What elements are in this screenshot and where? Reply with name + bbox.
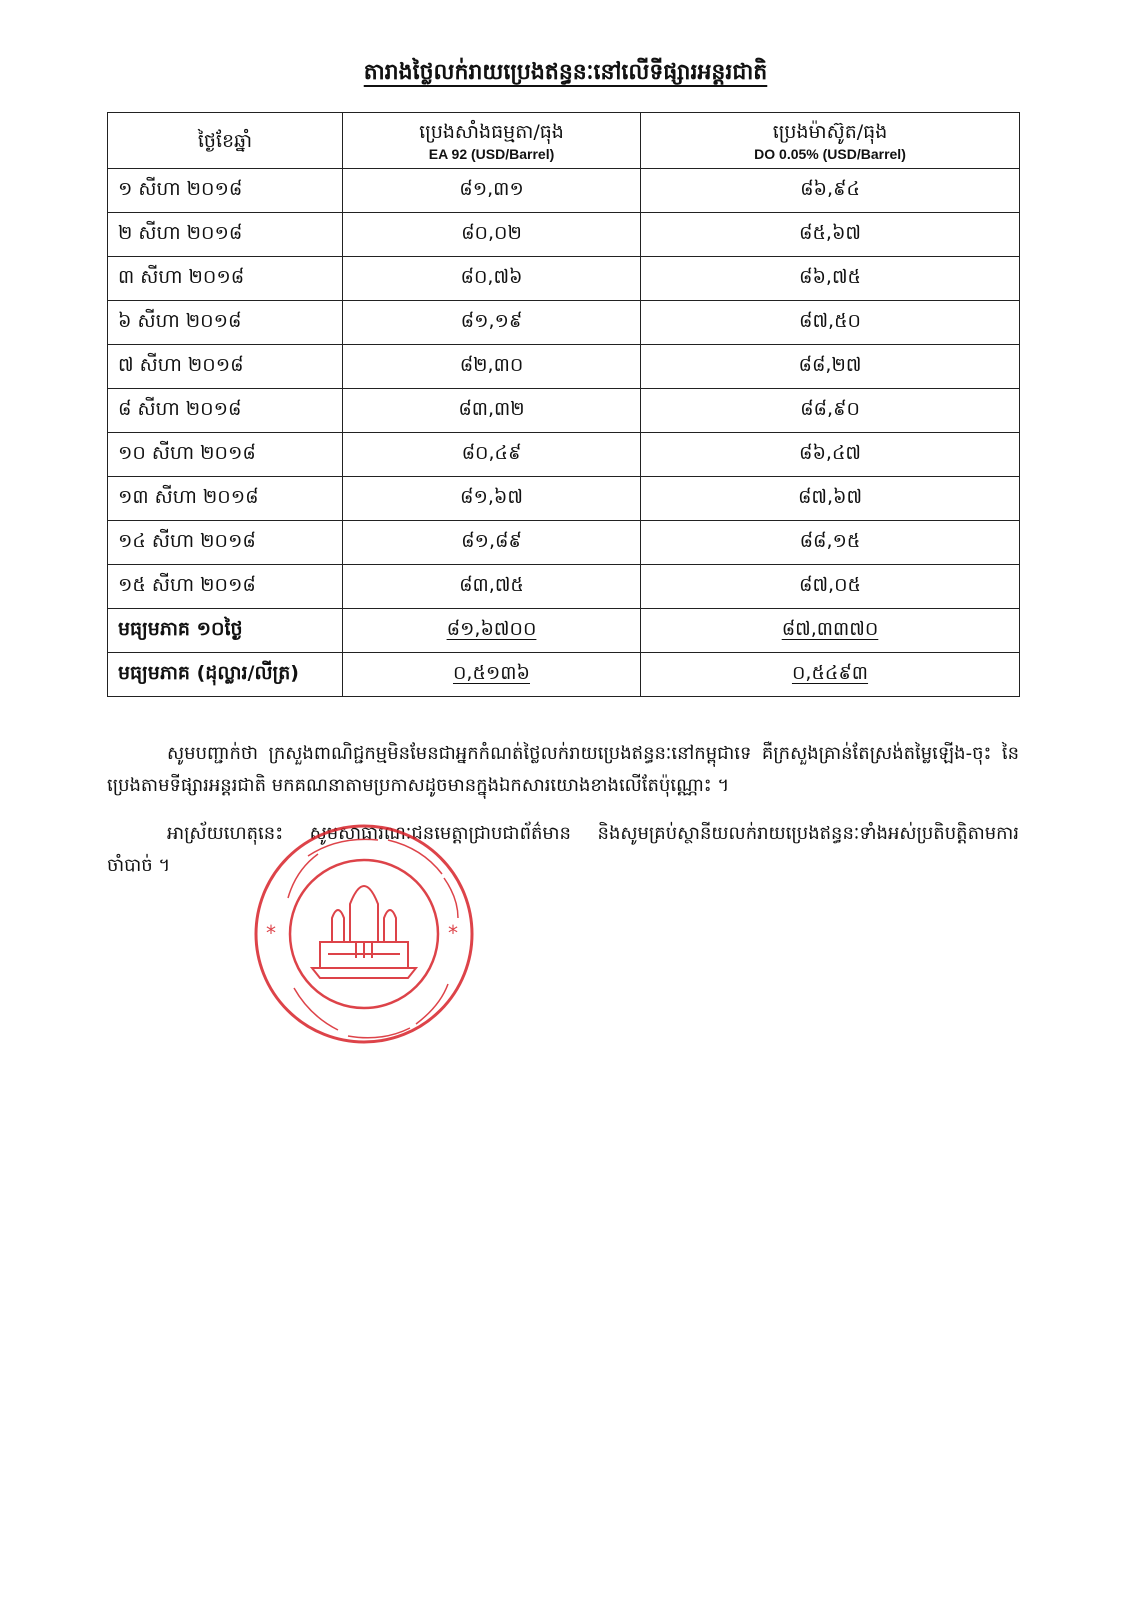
- row-diesel-price: ៨៧,០៥: [641, 565, 1020, 609]
- row-date: ១ សីហា ២០១៨: [108, 169, 343, 213]
- header-gasoline-label: ប្រេងសាំងធម្មតា/ធុង: [419, 120, 564, 143]
- row-gasoline-price: ៨១,១៩: [343, 301, 641, 345]
- header-diesel-label: ប្រេងម៉ាស៊ូត/ធុង: [772, 120, 888, 143]
- row-gasoline-price: ៨១,៦៧: [343, 477, 641, 521]
- row-date: ៣ សីហា ២០១៨: [108, 257, 343, 301]
- table-row: [108, 301, 1020, 345]
- table-row: [108, 433, 1020, 477]
- row-diesel-price: ៨៨,១៥: [641, 521, 1020, 565]
- row-date: ៧ សីហា ២០១៨: [108, 345, 343, 389]
- table-header-row: [108, 113, 1020, 169]
- average-per-litre-label: មធ្យមភាគ (ដុល្លារ/លីត្រ): [108, 653, 343, 697]
- row-gasoline-price: ៨១,៨៩: [343, 521, 641, 565]
- average-10-days-diesel: ៨៧,៣៣៧០: [781, 617, 879, 640]
- average-10-days-gasoline: ៨១,៦៧០០: [446, 617, 537, 640]
- row-diesel-price: ៨៧,៦៧: [641, 477, 1020, 521]
- ministry-seal-icon: [248, 818, 480, 1050]
- header-date-label: ថ្ងៃខែឆ្នាំ: [197, 129, 253, 152]
- svg-text:*: *: [448, 921, 458, 945]
- average-per-litre-diesel-cell: [641, 653, 1020, 697]
- row-date: ១០ សីហា ២០១៨: [108, 433, 343, 477]
- row-date: ១៤ សីហា ២០១៨: [108, 521, 343, 565]
- row-diesel-price: ៨៧,៥០: [641, 301, 1020, 345]
- row-gasoline-price: ៨៣,៣២: [343, 389, 641, 433]
- row-gasoline-price: ៨០,៧៦: [343, 257, 641, 301]
- row-gasoline-price: ៨០,០២: [343, 213, 641, 257]
- row-gasoline-price: ៨០,៤៩: [343, 433, 641, 477]
- angkor-temple-icon: [312, 886, 416, 978]
- row-diesel-price: ៨៨,២៧: [641, 345, 1020, 389]
- row-diesel-price: ៨៦,៩៤: [641, 169, 1020, 213]
- average-per-litre-diesel: ០,៥៤៩៣: [791, 661, 869, 684]
- average-per-litre-gasoline-cell: [343, 653, 641, 697]
- row-diesel-price: ៨៦,៧៥: [641, 257, 1020, 301]
- note-paragraph-1: សូមបញ្ជាក់ថា ក្រសួងពាណិជ្ជកម្មមិនមែនជាអ្នកកំណត់ថ្លៃលក់រាយប្រេងឥន្ធនៈនៅកម្ពុជាទេ គឺក្រសួងគ្រាន់តែស្រង់តម្លៃឡើង-ចុះ នៃប្រេងតាមទីផ្សារអន្តរជាតិ មកគណនាតាមប្រកាសដូចមានក្នុងឯកសារយោងខាងលើតែប៉ុណ្ណោះ ។: [107, 743, 1019, 796]
- average-10-days-gasoline-cell: [343, 609, 641, 653]
- average-10-days-label: មធ្យមភាគ ១០ថ្ងៃ: [108, 609, 343, 653]
- row-date: ៦ សីហា ២០១៨: [108, 301, 343, 345]
- table-row: [108, 169, 1020, 213]
- average-10-days-row: [108, 609, 1020, 653]
- row-gasoline-price: ៨៣,៧៥: [343, 565, 641, 609]
- table-row: [108, 565, 1020, 609]
- row-date: ៨ សីហា ២០១៨: [108, 389, 343, 433]
- row-date: ១៥ សីហា ២០១៨: [108, 565, 343, 609]
- row-diesel-price: ៨៥,៦៧: [641, 213, 1020, 257]
- fuel-price-table: [107, 112, 1020, 697]
- row-diesel-price: ៨៨,៩០: [641, 389, 1020, 433]
- seal-outer-ring: [256, 826, 472, 1042]
- table-row: [108, 345, 1020, 389]
- row-gasoline-price: ៨២,៣០: [343, 345, 641, 389]
- page-title: តារាងថ្លៃលក់រាយប្រេងឥន្ធនៈនៅលើទីផ្សារអន្តរជាតិ: [363, 60, 768, 85]
- table-row: [108, 389, 1020, 433]
- average-per-litre-row: [108, 653, 1020, 697]
- row-gasoline-price: ៨១,៣១: [343, 169, 641, 213]
- note-paragraph-2: អាស្រ័យហេតុនេះ សូមសាធារណៈជនមេត្តាជ្រាបជាព័ត៌មាន និងសូមគ្រប់ស្ថានីយលក់រាយប្រេងឥន្ធនៈទាំងអស់ប្រតិបត្តិតាមការចាំបាច់ ។: [107, 823, 1019, 876]
- row-diesel-price: ៨៦,៤៧: [641, 433, 1020, 477]
- table-row: [108, 257, 1020, 301]
- header-gasoline: [343, 113, 641, 169]
- average-per-litre-gasoline: ០,៥១៣៦: [452, 661, 530, 684]
- header-diesel: [641, 113, 1020, 169]
- header-diesel-unit: DO 0.05% (USD/Barrel): [754, 145, 906, 162]
- table-row: [108, 477, 1020, 521]
- header-date: [108, 113, 343, 169]
- svg-text:*: *: [266, 921, 276, 945]
- average-10-days-diesel-cell: [641, 609, 1020, 653]
- table-row: [108, 213, 1020, 257]
- row-date: ២ សីហា ២០១៨: [108, 213, 343, 257]
- row-date: ១៣ សីហា ២០១៨: [108, 477, 343, 521]
- header-gasoline-unit: EA 92 (USD/Barrel): [428, 145, 555, 162]
- table-row: [108, 521, 1020, 565]
